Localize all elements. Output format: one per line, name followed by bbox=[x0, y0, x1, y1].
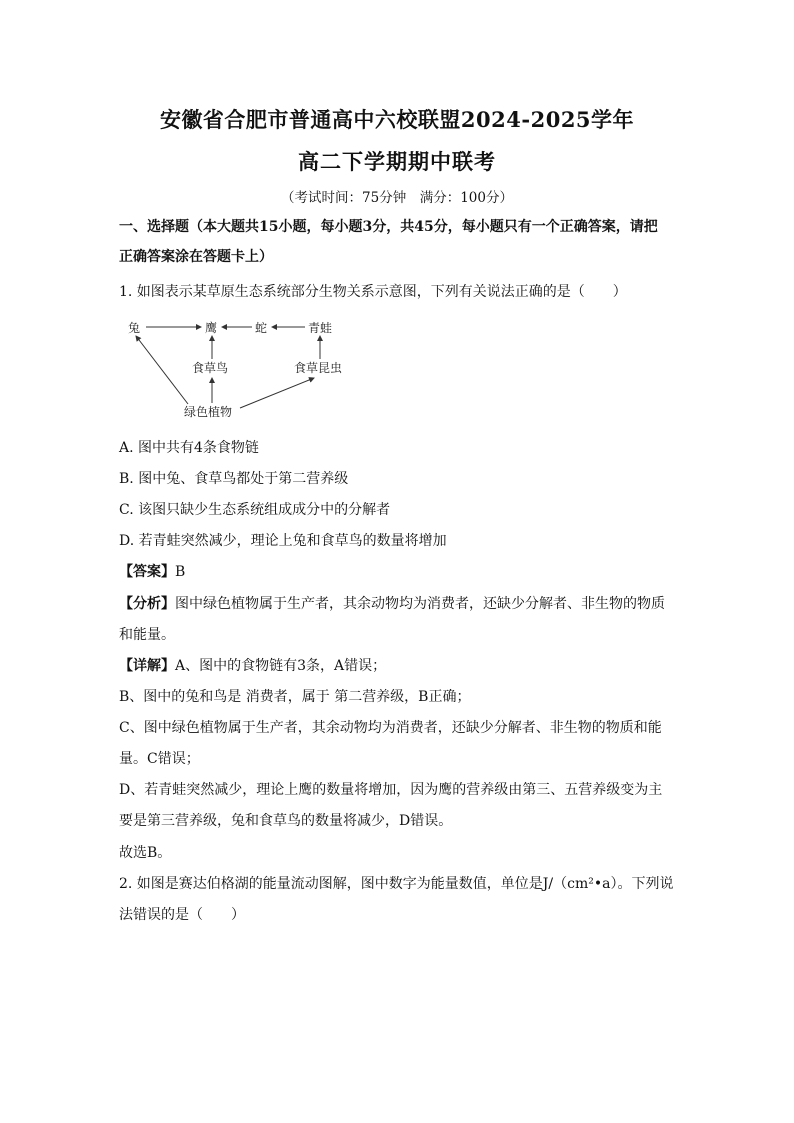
exam-info: （考试时间：75分钟 满分：100分） bbox=[281, 190, 513, 206]
detail-line4: 量。C错误； bbox=[119, 751, 200, 767]
option-d: D. 若青蛙突然减少，理论上兔和食草鸟的数量将增加 bbox=[119, 533, 447, 549]
analysis-text1: 图中绿色植物属于生产者，其余动物均为消费者，还缺少分解者、非生物的物质 bbox=[175, 596, 665, 612]
option-b: B. 图中兔、食草鸟都处于第二营养级 bbox=[119, 471, 349, 487]
analysis-line2: 和能量。 bbox=[119, 627, 175, 643]
node-herbivorous-insect: 食草昆虫 bbox=[294, 361, 343, 375]
arrow-plant-rabbit bbox=[136, 336, 188, 404]
answer-line bbox=[119, 561, 679, 581]
section-heading-line2: 正确答案涂在答题卡上） bbox=[119, 249, 273, 265]
analysis-tag: 【分析】 bbox=[119, 596, 175, 612]
detail-line3: C、图中绿色植物属于生产者，其余动物均为消费者，还缺少分解者、非生物的物质和能 bbox=[119, 720, 662, 736]
detail-tag: 【详解】 bbox=[119, 658, 175, 674]
answer-tag: 【答案】 bbox=[119, 564, 175, 580]
node-eagle: 鹰 bbox=[205, 321, 218, 335]
detail-line1 bbox=[119, 655, 679, 675]
question-1-stem: 1. 如图表示某草原生态系统部分生物关系示意图，下列有关说法正确的是（ ） bbox=[119, 284, 627, 300]
arrow-plant-insect bbox=[240, 378, 314, 408]
question-2-stem-line1: 2. 如图是赛达伯格湖的能量流动图解，图中数字为能量数值，单位是J/（cm²•a）。下列说 bbox=[119, 876, 674, 892]
option-a: A. 图中共有4条食物链 bbox=[119, 440, 259, 456]
document-subtitle: 高二下学期期中联考 bbox=[298, 149, 496, 174]
node-herbivorous-bird: 食草鸟 bbox=[192, 361, 229, 375]
node-green-plants: 绿色植物 bbox=[184, 405, 233, 419]
option-c: C. 该图只缺少生态系统组成成分中的分解者 bbox=[119, 502, 391, 518]
node-rabbit: 兔 bbox=[128, 321, 141, 335]
node-snake: 蛇 bbox=[255, 321, 268, 335]
section-heading-line1: 一、选择题（本大题共15小题，每小题3分，共45分，每小题只有一个正确答案，请把 bbox=[119, 219, 658, 235]
food-web-diagram bbox=[122, 312, 362, 422]
analysis-line1 bbox=[119, 593, 679, 613]
node-frog: 青蛙 bbox=[308, 321, 333, 335]
detail-line5: D、若青蛙突然减少，理论上鹰的数量将增加，因为鹰的营养级由第三、五营养级变为主 bbox=[119, 782, 663, 798]
document-title: 安徽省合肥市普通高中六校联盟2024-2025学年 bbox=[159, 107, 635, 132]
detail-line6: 要是第三营养级，兔和食草鸟的数量将减少，D错误。 bbox=[119, 813, 453, 829]
conclusion: 故选B。 bbox=[119, 845, 172, 861]
answer-value: B bbox=[175, 564, 186, 580]
detail-text1: A、图中的食物链有3条，A错误； bbox=[175, 658, 387, 674]
detail-line2: B、图中的兔和鸟是 消费者，属于 第二营养级，B正确； bbox=[119, 689, 471, 705]
question-2-stem-line2: 法错误的是（ ） bbox=[119, 907, 245, 923]
